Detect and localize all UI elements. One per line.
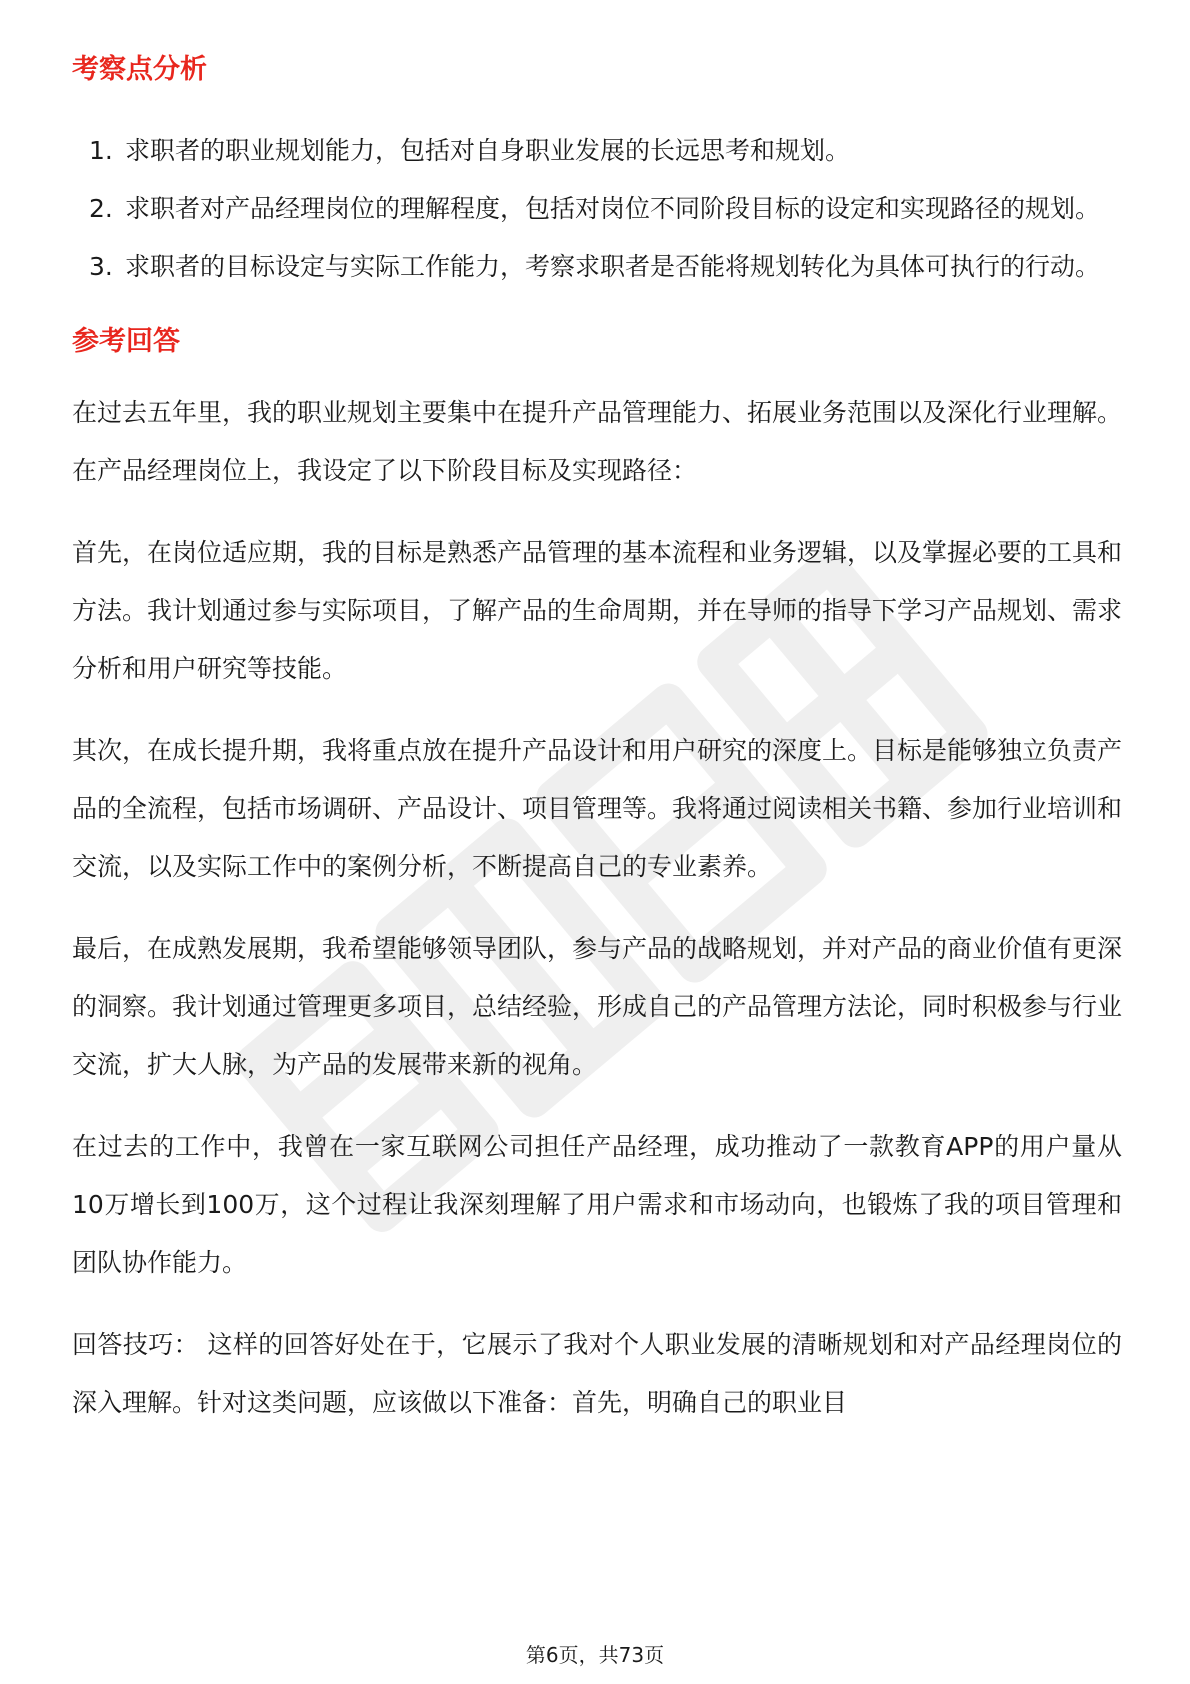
answer-paragraph: 最后，在成熟发展期，我希望能够领导团队，参与产品的战略规划，并对产品的商业价值有更深的洞察。我计划通过管理更多项目，总结经验，形成自己的产品管理方法论，同时积极参与行业交流，扩大人脉，为产品的发展带来新的视角。 (72, 934, 1123, 1079)
answer-paragraph: 其次，在成长提升期，我将重点放在提升产品设计和用户研究的深度上。目标是能够独立负责产品的全流程，包括市场调研、产品设计、项目管理等。我将通过阅读相关书籍、参加行业培训和交流，以及实际工作中的案例分析，不断提高自己的专业素养。 (72, 736, 1123, 881)
list-item (72, 122, 1122, 180)
tips-paragraph: 回答技巧： 这样的回答好处在于，它展示了我对个人职业发展的清晰规划和对产品经理岗位的深入理解。针对这类问题，应该做以下准备：首先，明确自己的职业目 (72, 1330, 1122, 1417)
list-item-text: 求职者的职业规划能力，包括对自身职业发展的长远思考和规划。 (125, 136, 851, 165)
list-item-number: 2. (89, 194, 113, 223)
list-item-text: 求职者对产品经理岗位的理解程度，包括对岗位不同阶段目标的设定和实现路径的规划。 (125, 194, 1101, 223)
reference-heading: 参考回答 (72, 326, 180, 357)
analysis-heading: 考察点分析 (72, 54, 207, 85)
list-item-number: 3. (89, 252, 113, 281)
analysis-points-list (72, 122, 1122, 296)
list-item-text: 求职者的目标设定与实际工作能力，考察求职者是否能将规划转化为具体可执行的行动。 (125, 252, 1101, 281)
list-item (72, 180, 1122, 238)
answer-paragraph: 在过去的工作中，我曾在一家互联网公司担任产品经理，成功推动了一款教育APP的用户量从10万增长到100万，这个过程让我深刻理解了用户需求和市场动向，也锻炼了我的项目管理和团队协作能力。 (72, 1132, 1122, 1277)
page-number: 第6页，共73页 (525, 1643, 665, 1667)
answer-paragraph: 在过去五年里，我的职业规划主要集中在提升产品管理能力、拓展业务范围以及深化行业理解。在产品经理岗位上，我设定了以下阶段目标及实现路径： (72, 398, 1123, 485)
list-item-number: 1. (89, 136, 113, 165)
list-item (72, 238, 1122, 296)
content-area (72, 48, 1122, 1432)
answer-paragraph: 首先，在岗位适应期，我的目标是熟悉产品管理的基本流程和业务逻辑，以及掌握必要的工具和方法。我计划通过参与实际项目，了解产品的生命周期，并在导师的指导下学习产品规划、需求分析和用户研究等技能。 (72, 538, 1123, 683)
